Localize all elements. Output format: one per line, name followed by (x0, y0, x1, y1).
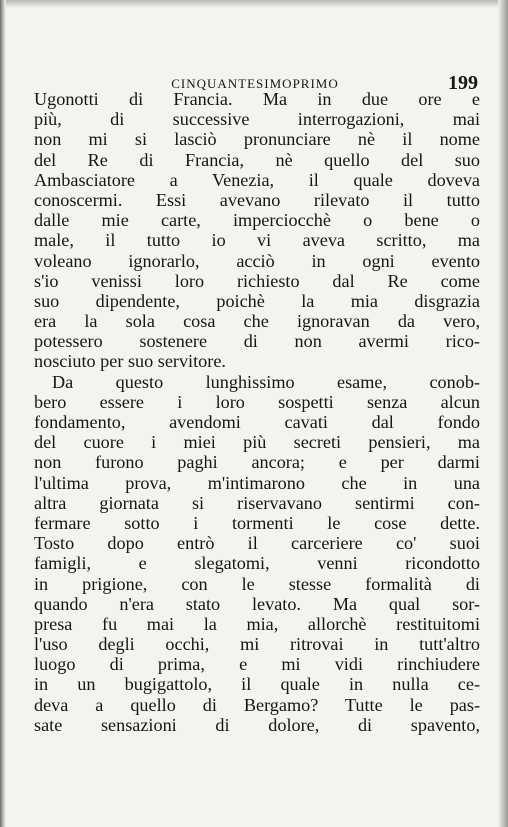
text-line: fondamento, avendomi cavati dal fondo (34, 412, 480, 432)
text-line: l'ultima prova, m'intimarono che in una (34, 472, 480, 493)
text-line: quando n'era stato levato. Ma qual sor- (34, 593, 480, 614)
text-line: deva a quello di Bergamo? Tutte le pas- (34, 694, 480, 715)
text-line: conoscermi. Essi avevano rilevato il tutto (34, 189, 480, 210)
page-number: 199 (448, 72, 478, 94)
text-line: male, il tutto io vi aveva scritto, ma (34, 230, 480, 251)
text-line: bero essere i loro sospetti senza alcun (34, 391, 480, 412)
text-line: suo dipendente, poichè la mia disgrazia (34, 290, 480, 311)
text-line: del Re di Francia, nè quello del suo (34, 149, 480, 170)
text-line: s'io venissi loro richiesto dal Re come (34, 270, 480, 291)
text-line: potessero sostenere di non avermi rico- (34, 331, 480, 352)
text-line: in un bugigattolo, il quale in nulla ce- (34, 674, 480, 695)
text-line: era la sola cosa che ignoravan da vero, (34, 311, 480, 332)
text-line: non furono paghi ancora; e per darmi (34, 452, 480, 473)
page-top-edge (0, 0, 508, 8)
text-line: non mi si lasciò pronunciare nè il nome (34, 129, 480, 150)
text-line: luogo di prima, e mi vidi rinchiudere (34, 654, 480, 675)
text-line: famigli, e slegatomi, venni ricondotto (34, 553, 480, 574)
text-line: nosciuto per suo servitore. (34, 351, 226, 372)
text-line: presa fu mai la mia, allorchè restituitomi (34, 613, 480, 634)
text-line: altra giornata si riservavano sentirmi con- (34, 492, 480, 513)
text-line: del cuore i miei più secreti pensieri, ma (34, 432, 480, 453)
text-line: sate sensazioni di dolore, di spavento, (34, 714, 480, 735)
text-line: Ugonotti di Francia. Ma in due ore e (34, 89, 480, 109)
text-line: dalle mie carte, imperciocchè o bene o (34, 210, 480, 231)
text-line: Tosto dopo entrò il carceriere co' suoi (34, 533, 480, 554)
text-line: voleano ignorarlo, acciò in ogni evento (34, 250, 480, 271)
text-line: in prigione, con le stesse formalità di (34, 573, 480, 594)
text-line: Ambasciatore a Venezia, il quale doveva (34, 169, 480, 190)
text-line: Da questo lunghissimo esame, conob- (52, 371, 480, 392)
text-line: l'uso degli occhi, mi ritrovai in tutt'altro (34, 634, 480, 655)
page-right-edge (498, 0, 508, 827)
running-head-title: CINQUANTESIMOPRIMO (171, 76, 339, 91)
text-line: più, di successive interrogazioni, mai (34, 109, 480, 130)
text-line: fermare sotto i tormenti le cose dette. (34, 512, 480, 533)
page-binding-edge (0, 0, 6, 827)
body-text (34, 89, 480, 735)
